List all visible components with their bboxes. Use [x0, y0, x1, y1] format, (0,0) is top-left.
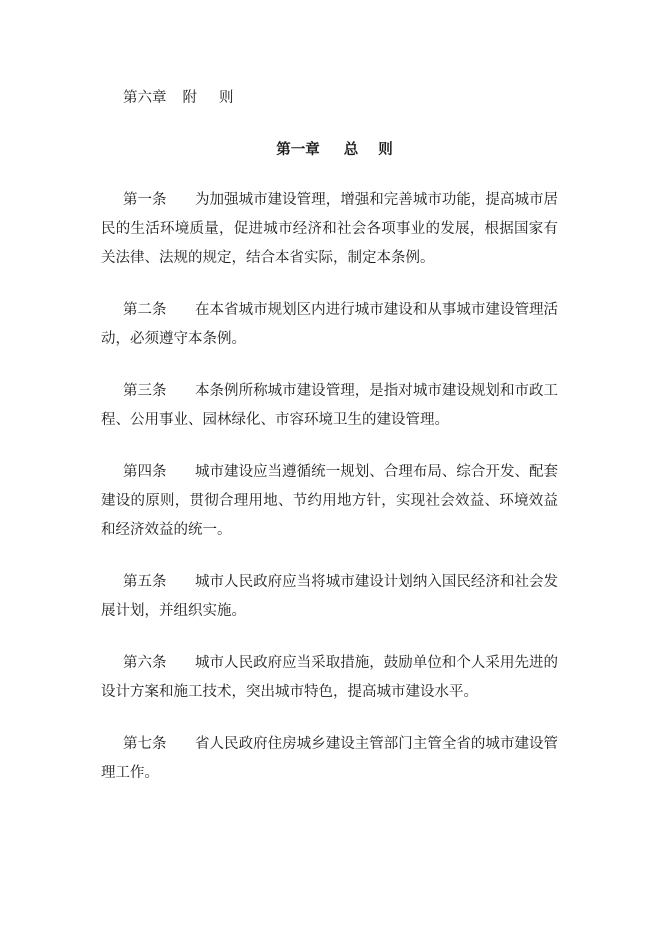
article-text: 为加强城市建设管理，增强和完善城市功能，提高城市居民的生活环境质量，促进城市经济和社会各项事业的发展，根据国家有关法律、法规的规定，结合本省实际，制定本条例。	[101, 192, 558, 266]
article-number: 第四条	[123, 464, 167, 480]
article-text: 城市人民政府应当采取措施，鼓励单位和个人采用先进的设计方案和施工技术，突出城市特色，提高城市建设水平。	[101, 655, 558, 700]
article-number: 第三条	[123, 383, 167, 399]
chapter-one-title	[101, 138, 558, 162]
article-text: 在本省城市规划区内进行城市建设和从事城市建设管理活动，必须遵守本条例。	[101, 302, 558, 347]
article-text: 城市建设应当遵循统一规划、合理布局、综合开发、配套建设的原则，贯彻合理用地、节约用地方针，实现社会效益、环境效益和经济效益的统一。	[101, 464, 558, 538]
chapter-six-word1: 附	[182, 90, 197, 106]
chapter-one-word2: 则	[378, 141, 393, 158]
article-text: 本条例所称城市建设管理，是指对城市建设规划和市政工程、公用事业、园林绿化、市容环境卫生的建设管理。	[101, 383, 558, 428]
chapter-one-word1: 总	[343, 141, 359, 158]
chapter-one-label: 第一章	[276, 141, 320, 158]
chapter-six-word2: 则	[219, 90, 234, 106]
article-number: 第一条	[123, 192, 167, 208]
article-1	[101, 186, 558, 273]
article-number: 第五条	[123, 574, 167, 590]
article-2	[101, 296, 558, 354]
article-text: 省人民政府住房城乡建设主管部门主管全省的城市建设管理工作。	[101, 736, 558, 781]
article-6	[101, 649, 558, 707]
chapter-six-heading	[101, 86, 558, 110]
article-number: 第七条	[123, 736, 167, 752]
article-4	[101, 458, 558, 545]
chapter-six-label: 第六章	[123, 90, 167, 106]
article-3	[101, 377, 558, 435]
article-number: 第六条	[123, 655, 167, 671]
article-5	[101, 568, 558, 626]
article-text: 城市人民政府应当将城市建设计划纳入国民经济和社会发展计划，并组织实施。	[101, 574, 558, 619]
article-7	[101, 730, 558, 788]
article-number: 第二条	[123, 302, 167, 318]
